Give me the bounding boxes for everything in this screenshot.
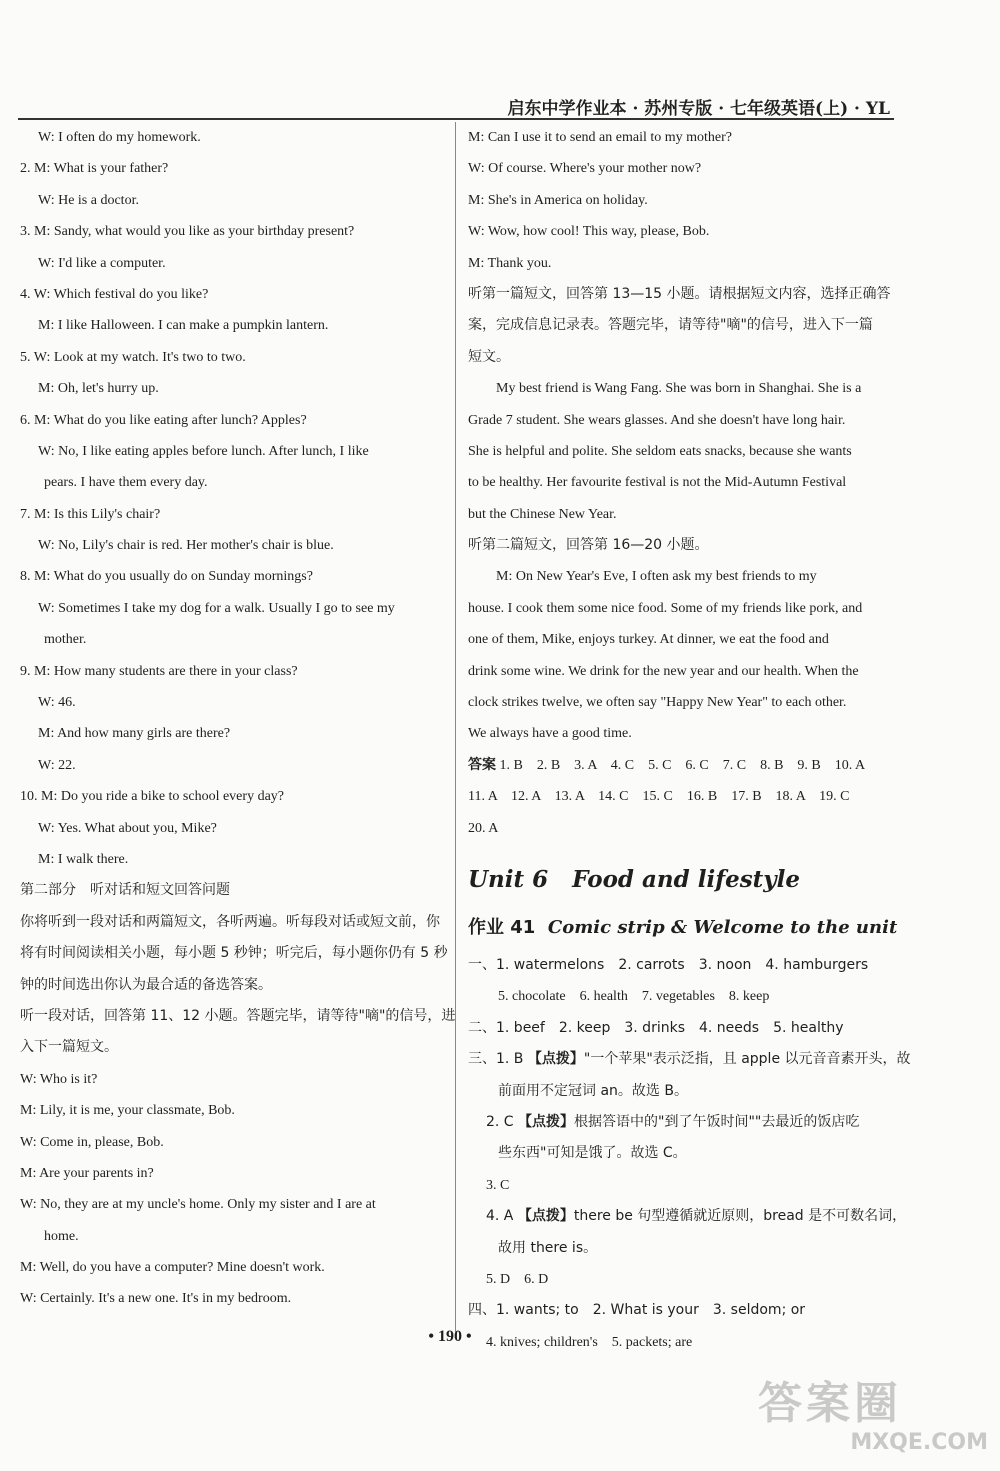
answer-explanation-line [468, 1076, 898, 1107]
text-line: W: No, Lily's chair is red. Her mother's chair is blue. [38, 538, 334, 554]
unit-heading [468, 854, 898, 906]
answer-key-line: 11. A 12. A 13. A 14. C 15. C 16. B 17. B 18. A 19. C [468, 789, 850, 805]
answer-explanation-line [468, 1107, 898, 1138]
answer-explanation-line [468, 1264, 898, 1295]
answer-text: there be 句型遵循就近原则，bread 是不可数名词， [573, 1208, 907, 1225]
text-line: W: Come in, please, Bob. [20, 1134, 164, 1150]
text-line: clock strikes twelve, we often say "Happy New Year" to each other. [468, 695, 847, 711]
text-line: 7. M: Is this Lily's chair? [20, 506, 161, 522]
homework-heading [468, 906, 898, 950]
text-line: 3. M: Sandy, what would you like as your birthday present? [20, 224, 355, 240]
exercise-answers [468, 950, 898, 1044]
watermark-logo [758, 1380, 988, 1466]
right-column [468, 122, 911, 1358]
text-line: M: I like Halloween. I can make a pumpkin lantern. [38, 318, 329, 334]
answer-text: 1. B 2. B 3. A 4. C 5. C 6. C 7. C 8. B 9. B 10. A [496, 757, 866, 773]
text-line: 10. M: Do you ride a bike to school every day? [20, 789, 284, 805]
answer-text: 些东西"可知是饿了。故选 C。 [498, 1145, 687, 1162]
answer-label: 答案 [468, 756, 496, 773]
answer-key-line: 20. A [468, 820, 499, 836]
homework-label: 作业 41 [468, 916, 536, 938]
running-header [18, 92, 894, 120]
text-line: We always have a good time. [468, 726, 632, 742]
text-line: W: Wow, how cool! This way, please, Bob. [468, 224, 710, 240]
text-line: 第二部分 听对话和短文回答问题 [20, 882, 230, 899]
answer-text: 故用 there is。 [498, 1239, 598, 1256]
text-line: W: No, they are at my uncle's home. Only my sister and I are at [20, 1197, 376, 1213]
text-line: M: Well, do you have a computer? Mine doesn't work. [20, 1260, 325, 1276]
text-line: to be healthy. Her favourite festival is not the Mid-Autumn Festival [468, 475, 847, 491]
text-line: 二、1. beef 2. keep 3. drinks 4. needs 5. healthy [468, 1019, 844, 1036]
answer-text: 根据答语中的"到了午饭时间""去最近的饭店吃 [574, 1113, 860, 1130]
text-line: 4. W: Which festival do you like? [20, 286, 209, 302]
text-line: W: Who is it? [20, 1071, 98, 1087]
hint-label: 【点拨】 [518, 1113, 575, 1130]
listening-transcript [468, 122, 898, 750]
text-line: M: Lily, it is me, your classmate, Bob. [20, 1103, 235, 1119]
answer-explanation-line [468, 1201, 907, 1232]
text-line: W: Certainly. It's a new one. It's in my bedroom. [20, 1291, 292, 1307]
text-line: M: Thank you. [468, 255, 552, 271]
text-line: 4. knives; children's 5. packets; are [486, 1334, 693, 1350]
text-line: house. I cook them some nice food. Some of my friends like pork, and [468, 600, 863, 616]
text-line: 听第二篇短文，回答第 16—20 小题。 [468, 537, 709, 554]
text-line: drink some wine. We drink for the new year and our health. When the [468, 663, 859, 679]
text-line: She is helpful and polite. She seldom eats snacks, because she wants [468, 443, 852, 459]
text-line: 听一段对话，回答第 11、12 小题。答题完毕，请等待"嘀"的信号，进 [20, 1007, 456, 1024]
answer-text: 前面用不定冠词 an。故选 B。 [498, 1082, 688, 1099]
answer-text: 4. A [486, 1208, 518, 1225]
text-line: but the Chinese New Year. [468, 506, 617, 522]
answer-text: 5. D 6. D [486, 1271, 549, 1287]
text-line: W: I often do my homework. [38, 130, 201, 145]
text-line: 8. M: What do you usually do on Sunday mornings? [20, 569, 313, 585]
watermark-url: MXQE.COM [850, 1430, 988, 1455]
answer-explanation-line [468, 1233, 898, 1264]
left-column [20, 122, 456, 1315]
text-line: M: On New Year's Eve, I often ask my best friends to my [496, 569, 817, 585]
text-line: 一、1. watermelons 2. carrots 3. noon 4. hamburgers [468, 956, 869, 973]
answer-text: 三、1. B [468, 1051, 528, 1068]
text-line: M: Oh, let's hurry up. [38, 381, 159, 397]
text-line: M: She's in America on holiday. [468, 192, 648, 208]
answer-explanation-line [468, 1138, 898, 1169]
unit-name: Food and lifestyle [572, 865, 801, 893]
text-line: 将有时间阅读相关小题，每小题 5 秒钟；听完后，每小题你仍有 5 秒 [20, 945, 448, 962]
unit-label: Unit 6 [468, 865, 549, 893]
text-line: 6. M: What do you like eating after lunch? Apples? [20, 412, 307, 428]
answer-text: "一个苹果"表示泛指，且 apple 以元音音素开头，故 [583, 1051, 911, 1068]
text-line: home. [44, 1228, 79, 1244]
text-line: 入下一篇短文。 [20, 1039, 118, 1056]
text-line: W: Of course. Where's your mother now? [468, 161, 702, 177]
text-line: W: 46. [38, 695, 76, 711]
text-line: M: And how many girls are there? [38, 726, 231, 742]
part-three-answers [468, 1044, 911, 1295]
text-line: 2. M: What is your father? [20, 161, 169, 177]
text-line: 四、1. wants; to 2. What is your 3. seldom; or [468, 1302, 806, 1319]
header-title: 启东中学作业本 · 苏州专版 · 七年级英语(上) · YL [507, 99, 890, 119]
text-line: W: No, I like eating apples before lunch. After lunch, I like [38, 443, 369, 459]
text-line: M: Can I use it to send an email to my mother? [468, 130, 733, 145]
text-line: M: Are your parents in? [20, 1165, 154, 1181]
answer-key-line [468, 750, 898, 781]
watermark-text: 答案圈 [758, 1378, 902, 1429]
text-line: 5. W: Look at my watch. It's two to two. [20, 349, 246, 365]
part-four-answers [468, 1295, 898, 1358]
text-line: pears. I have them every day. [44, 475, 208, 491]
text-line: W: 22. [38, 757, 76, 773]
text-line: 短文。 [468, 348, 510, 365]
text-line: 钟的时间选出你认为最合适的备选答案。 [20, 976, 272, 993]
answer-text: 3. C [486, 1177, 510, 1193]
text-line: W: Yes. What about you, Mike? [38, 820, 217, 836]
text-line: 案，完成信息记录表。答题完毕，请等待"嘀"的信号，进入下一篇 [468, 317, 873, 334]
text-line: W: I'd like a computer. [38, 255, 166, 271]
column-divider [455, 122, 456, 1332]
text-line: My best friend is Wang Fang. She was born in Shanghai. She is a [496, 381, 862, 397]
answer-explanation-line [468, 1044, 911, 1075]
text-line: 听第一篇短文，回答第 13—15 小题。请根据短文内容，选择正确答 [468, 285, 891, 302]
hint-label: 【点拨】 [517, 1208, 574, 1225]
text-line: W: Sometimes I take my dog for a walk. Usually I go to see my [38, 600, 395, 616]
homework-name: Comic strip & Welcome to the unit [547, 916, 898, 938]
text-line: M: I walk there. [38, 851, 129, 867]
answer-explanation-line [468, 1170, 898, 1201]
answer-text: 2. C [486, 1113, 519, 1130]
text-line: Grade 7 student. She wears glasses. And she doesn't have long hair. [468, 412, 846, 428]
text-line: 5. chocolate 6. health 7. vegetables 8. keep [498, 989, 770, 1005]
text-line: 你将听到一段对话和两篇短文，各听两遍。听每段对话或短文前，你 [20, 913, 440, 930]
hint-label: 【点拨】 [527, 1051, 584, 1068]
page-number: • 190 • [428, 1328, 472, 1345]
text-line: W: He is a doctor. [38, 192, 139, 208]
text-line: 9. M: How many students are there in your class? [20, 663, 298, 679]
text-line: mother. [44, 632, 87, 648]
text-line: one of them, Mike, enjoys turkey. At dinner, we eat the food and [468, 632, 829, 648]
